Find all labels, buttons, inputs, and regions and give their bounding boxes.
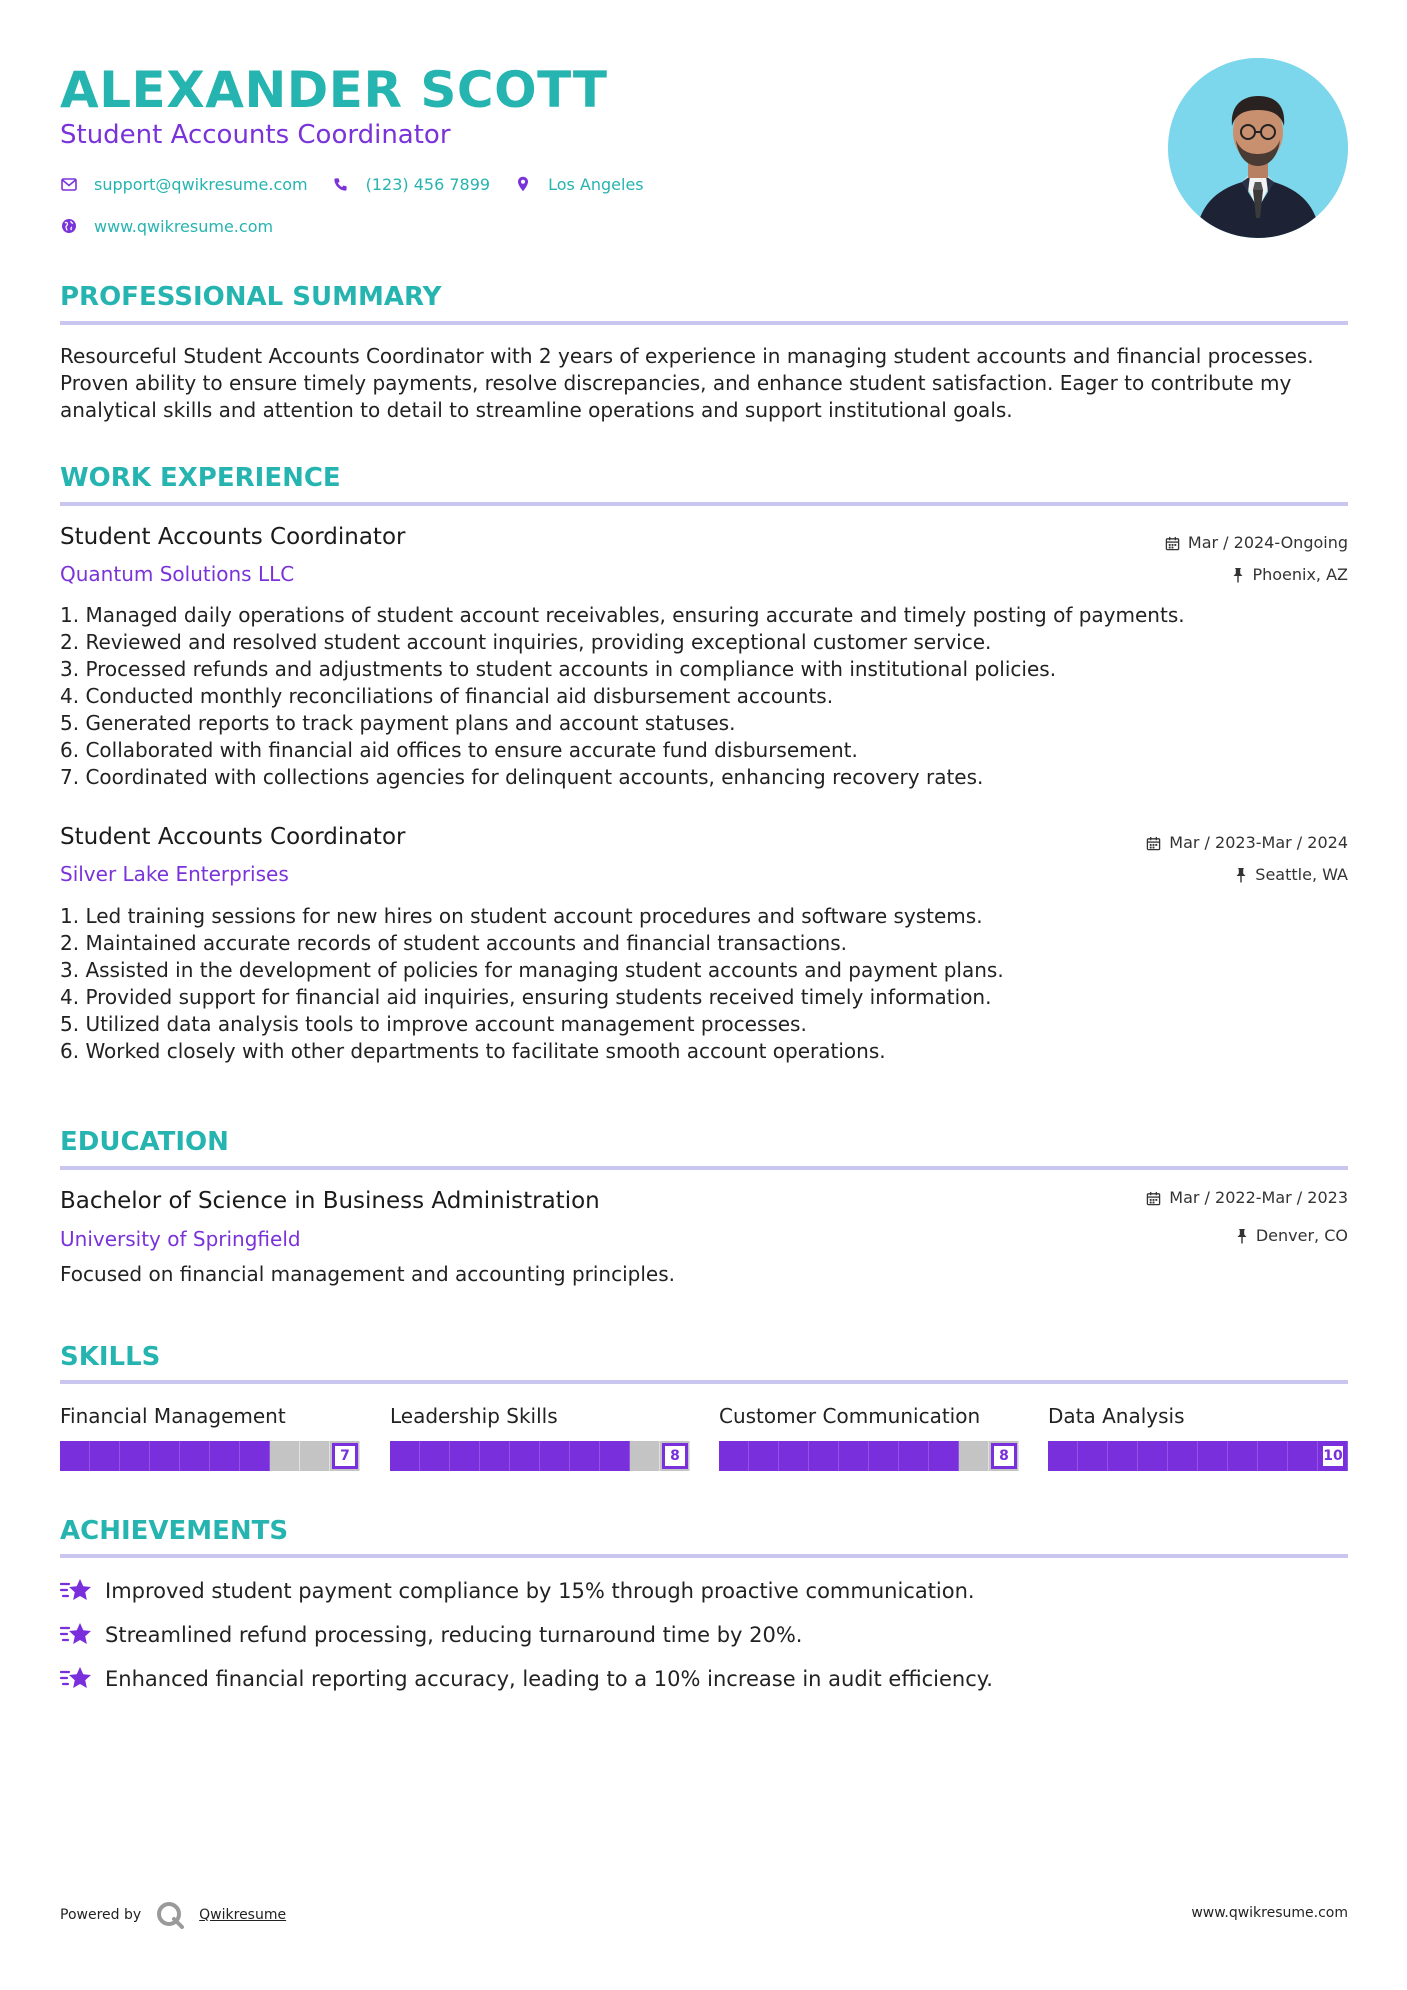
- skill-segment: [630, 1441, 660, 1471]
- calendar-icon: [1146, 836, 1161, 851]
- skill-segment: [1198, 1441, 1228, 1471]
- job-title: Student Accounts Coordinator: [60, 524, 406, 550]
- skill-segment: [60, 1441, 90, 1471]
- resume-page: [60, 0, 1348, 1990]
- list-item: 2. Maintained accurate records of student accounts and financial transactions.: [60, 931, 848, 955]
- calendar-icon: [1146, 1191, 1161, 1206]
- section-divider: [60, 1166, 1348, 1170]
- contact-row: [60, 173, 668, 195]
- section-heading-summary: PROFESSIONAL SUMMARY: [60, 282, 442, 312]
- skill-level-bar: [60, 1441, 360, 1471]
- skill-segment: [1258, 1441, 1288, 1471]
- skill-segment: [899, 1441, 929, 1471]
- qwikresume-link[interactable]: Qwikresume: [199, 1907, 287, 1923]
- education-dates-text: Mar / 2022-Mar / 2023: [1169, 1188, 1348, 1207]
- skill-level-badge: 10: [1320, 1443, 1346, 1469]
- list-item: 1. Led training sessions for new hires on student account procedures and software systems.: [60, 904, 983, 928]
- skill-item: [60, 1403, 360, 1471]
- star-icon: [60, 1621, 92, 1649]
- list-item: 4. Conducted monthly reconciliations of financial aid disbursement accounts.: [60, 684, 834, 708]
- skill-segment: [570, 1441, 600, 1471]
- candidate-name: ALEXANDER SCOTT: [60, 61, 608, 119]
- pushpin-icon: [1235, 867, 1247, 883]
- achievement-item: [60, 1621, 802, 1649]
- education-location: [1236, 1225, 1348, 1247]
- profile-photo: [1168, 58, 1348, 238]
- website-text: www.qwikresume.com: [94, 216, 274, 236]
- powered-by-label: Powered by: [60, 1907, 142, 1923]
- list-item: 5. Generated reports to track payment plans and account statuses.: [60, 711, 736, 735]
- job-location: [1235, 864, 1348, 886]
- list-item: 3. Assisted in the development of policies for managing student accounts and payment plans.: [60, 958, 1004, 982]
- skill-segment: [959, 1441, 989, 1471]
- contact-website[interactable]: [60, 217, 273, 236]
- section-heading-education: EDUCATION: [60, 1127, 229, 1157]
- section-heading-skills: SKILLS: [60, 1342, 161, 1372]
- skill-segment: [749, 1441, 779, 1471]
- skill-segment: [120, 1441, 150, 1471]
- contact-location: [514, 175, 644, 194]
- skill-level-badge: 7: [332, 1443, 358, 1469]
- job-bullets: [60, 602, 1348, 791]
- phone-icon: [332, 175, 350, 193]
- skill-segment: [1048, 1441, 1078, 1471]
- skill-segment: [420, 1441, 450, 1471]
- job-bullets: [60, 903, 1348, 1065]
- skill-segment: [540, 1441, 570, 1471]
- skill-segment: [150, 1441, 180, 1471]
- skill-level-badge: 8: [662, 1443, 688, 1469]
- job-location-text: Seattle, WA: [1255, 865, 1348, 884]
- skill-level-badge: 8: [991, 1443, 1017, 1469]
- education-location-text: Denver, CO: [1255, 1226, 1348, 1245]
- skill-name: Data Analysis: [1048, 1404, 1185, 1428]
- skill-name: Leadership Skills: [390, 1404, 558, 1428]
- skill-segment: [869, 1441, 899, 1471]
- location-text: Los Angeles: [548, 174, 644, 194]
- star-icon: [60, 1665, 92, 1693]
- skill-name: Financial Management: [60, 1404, 286, 1428]
- list-item: 6. Collaborated with financial aid offices to ensure accurate fund disbursement.: [60, 738, 858, 762]
- job-company: Quantum Solutions LLC: [60, 562, 295, 586]
- skill-segment: [809, 1441, 839, 1471]
- list-item: 3. Processed refunds and adjustments to student accounts in compliance with institutional policies.: [60, 657, 1057, 681]
- skill-segment: [929, 1441, 959, 1471]
- skill-name: Customer Communication: [719, 1404, 981, 1428]
- skill-segment: [210, 1441, 240, 1471]
- skill-level-bar: [719, 1441, 1019, 1471]
- skill-segment: [180, 1441, 210, 1471]
- achievement-text: Enhanced financial reporting accuracy, leading to a 10% increase in audit efficiency.: [105, 1667, 993, 1691]
- education-dates: [1146, 1187, 1348, 1209]
- footer-website[interactable]: www.qwikresume.com: [1191, 1905, 1348, 1921]
- job-location-text: Phoenix, AZ: [1252, 565, 1348, 584]
- skill-item: [390, 1403, 690, 1471]
- calendar-icon: [1165, 536, 1180, 551]
- list-item: 6. Worked closely with other departments to facilitate smooth account operations.: [60, 1039, 886, 1063]
- list-item: 7. Coordinated with collections agencies for delinquent accounts, enhancing recovery rates.: [60, 765, 984, 789]
- list-item: 2. Reviewed and resolved student account inquiries, providing exceptional customer service.: [60, 630, 992, 654]
- list-item: 1. Managed daily operations of student account receivables, ensuring accurate and timely posting of payments.: [60, 603, 1185, 627]
- contact-phone[interactable]: [332, 175, 490, 194]
- job-location: [1232, 564, 1348, 586]
- section-divider: [60, 321, 1348, 325]
- list-item: 5. Utilized data analysis tools to improve account management processes.: [60, 1012, 807, 1036]
- skill-segment: [719, 1441, 749, 1471]
- skill-segment: [1228, 1441, 1258, 1471]
- education-description: Focused on financial management and accounting principles.: [60, 1262, 675, 1286]
- achievement-text: Improved student payment compliance by 15% through proactive communication.: [105, 1579, 975, 1603]
- section-divider: [60, 1380, 1348, 1384]
- skill-segment: [480, 1441, 510, 1471]
- job-dates-text: Mar / 2024-Ongoing: [1187, 533, 1348, 552]
- section-heading-achievements: ACHIEVEMENTS: [60, 1516, 289, 1546]
- skill-item: [719, 1403, 1019, 1471]
- skill-segment: [1108, 1441, 1138, 1471]
- skill-segment: [600, 1441, 630, 1471]
- degree-title: Bachelor of Science in Business Administration: [60, 1188, 600, 1214]
- skill-segment: [300, 1441, 330, 1471]
- phone-text: (123) 456 7899: [365, 174, 491, 194]
- skill-segment: [510, 1441, 540, 1471]
- star-icon: [60, 1577, 92, 1605]
- achievement-text: Streamlined refund processing, reducing turnaround time by 20%.: [105, 1623, 803, 1647]
- footer-powered-by: [60, 1900, 286, 1930]
- skill-item: [1048, 1403, 1348, 1471]
- skill-segment: [1138, 1441, 1168, 1471]
- globe-icon: [60, 217, 78, 235]
- candidate-title: Student Accounts Coordinator: [60, 120, 451, 150]
- skill-segment: [390, 1441, 420, 1471]
- skill-level-bar: [390, 1441, 690, 1471]
- school-name: University of Springfield: [60, 1227, 301, 1251]
- pushpin-icon: [1232, 567, 1244, 583]
- job-title: Student Accounts Coordinator: [60, 824, 406, 850]
- contact-email[interactable]: [60, 175, 308, 194]
- skill-level-bar: [1048, 1441, 1348, 1471]
- pushpin-icon: [1236, 1228, 1248, 1244]
- job-dates: [1146, 832, 1348, 854]
- skill-segment: [1168, 1441, 1198, 1471]
- achievement-item: [60, 1577, 975, 1605]
- skill-segment: [240, 1441, 270, 1471]
- email-text: support@qwikresume.com: [94, 174, 308, 194]
- map-pin-icon: [514, 175, 532, 193]
- mail-icon: [60, 175, 78, 193]
- skill-segment: [1288, 1441, 1318, 1471]
- skill-segment: [1078, 1441, 1108, 1471]
- skill-segment: [90, 1441, 120, 1471]
- job-dates-text: Mar / 2023-Mar / 2024: [1169, 833, 1348, 852]
- section-divider: [60, 502, 1348, 506]
- job-dates: [1165, 532, 1348, 554]
- achievement-item: [60, 1665, 993, 1693]
- list-item: 4. Provided support for financial aid inquiries, ensuring students received timely information.: [60, 985, 992, 1009]
- skill-segment: [450, 1441, 480, 1471]
- summary-text: Resourceful Student Accounts Coordinator with 2 years of experience in managing student accounts and financial processes. Proven ability to ensure timely payments, resolve discrepancies, and enhance student satisfaction. Eager to contribute my analytical skills and attention to detail to streamline operations and support institutional goals.: [60, 344, 1314, 422]
- section-divider: [60, 1554, 1348, 1558]
- skill-segment: [839, 1441, 869, 1471]
- skill-segment: [779, 1441, 809, 1471]
- qwikresume-logo-icon: [155, 1900, 185, 1930]
- skill-segment: [270, 1441, 300, 1471]
- job-company: Silver Lake Enterprises: [60, 862, 289, 886]
- section-heading-experience: WORK EXPERIENCE: [60, 463, 341, 493]
- contact-row-2: [60, 215, 297, 237]
